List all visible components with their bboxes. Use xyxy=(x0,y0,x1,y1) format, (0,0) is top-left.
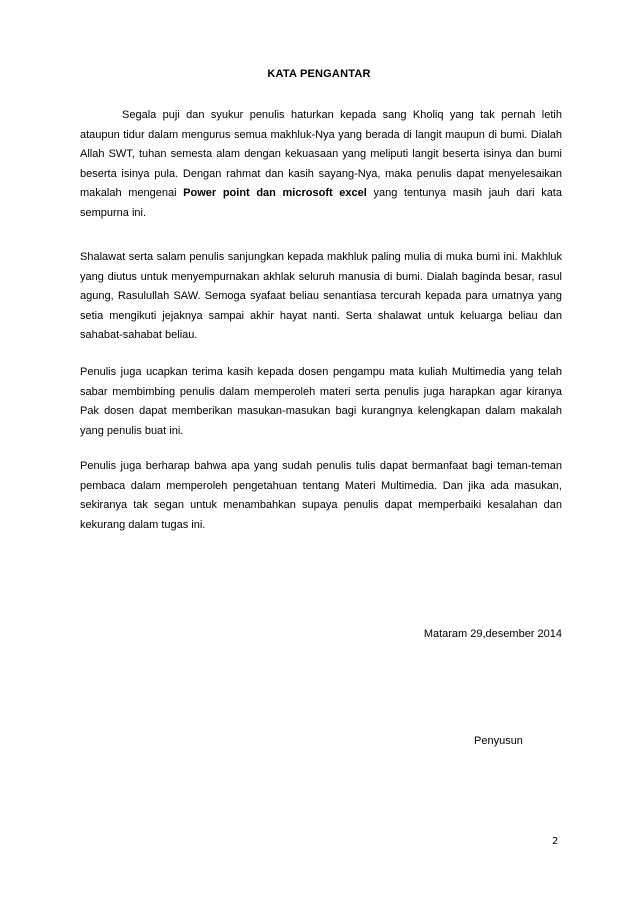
place-date: Mataram 29,desember 2014 xyxy=(423,628,562,640)
paragraph-3: Penulis juga ucapkan terima kasih kepada dosen pengampu mata kuliah Multimedia yang telah sabar membimbing penulis dalam memperoleh materi serta penulis juga harapkan agar kiranya Pak dosen dapat memberikan masukan-masukan bagi kurangnya kelengkapan dalam makalah yang penulis buat ini. xyxy=(80,366,562,437)
signer-label: Penyusun xyxy=(474,735,523,747)
paragraph-1-text-before: Segala puji dan syukur penulis haturkan kepada sang Kholiq yang tak pernah letih ataupun tidur dalam mengurus semua makhluk-Nya yang berada di langit maupun di bumi. Dialah Allah SWT, tuhan semesta alam dengan kekuasaan yang meliputi langit beserta isinya dan bumi beserta isinya pula. Dengan rahmat dan kasih sayang-Nya, maka penulis dapat menyelesaikan makalah mengenai xyxy=(80,109,562,199)
paragraph-1-bold-text: Power point dan microsoft excel xyxy=(183,187,367,199)
page-number: 2 xyxy=(552,836,559,847)
paragraph-2: Shalawat serta salam penulis sanjungkan kepada makhluk paling mulia di muka bumi ini. Makhluk yang diutus untuk menyempurnakan akhlak seluruh manusia di bumi. Dialah baginda besar, rasul agung, Rasulullah SAW. Semoga syafaat beliau senantiasa tercurah kepada para umatnya yang setia mengikuti jejaknya sampai akhir hayat nanti. Serta shalawat untuk keluarga beliau dan sahabat-sahabat beliau. xyxy=(80,251,562,341)
paragraph-4: Penulis juga berharap bahwa apa yang sudah penulis tulis dapat bermanfaat bagi teman-teman pembaca dalam memperoleh pengetahuan tentang Materi Multimedia. Dan jika ada masukan, sekiranya tak segan untuk menambahkan supaya penulis dapat memperbaiki kesalahan dan kekurang dalam tugas ini. xyxy=(80,460,562,531)
paragraph-1 xyxy=(80,106,562,223)
page-title: KATA PENGANTAR xyxy=(267,68,371,80)
paragraph-1-text-after: yang tentunya masih jauh dari kata sempurna ini. xyxy=(80,187,562,219)
